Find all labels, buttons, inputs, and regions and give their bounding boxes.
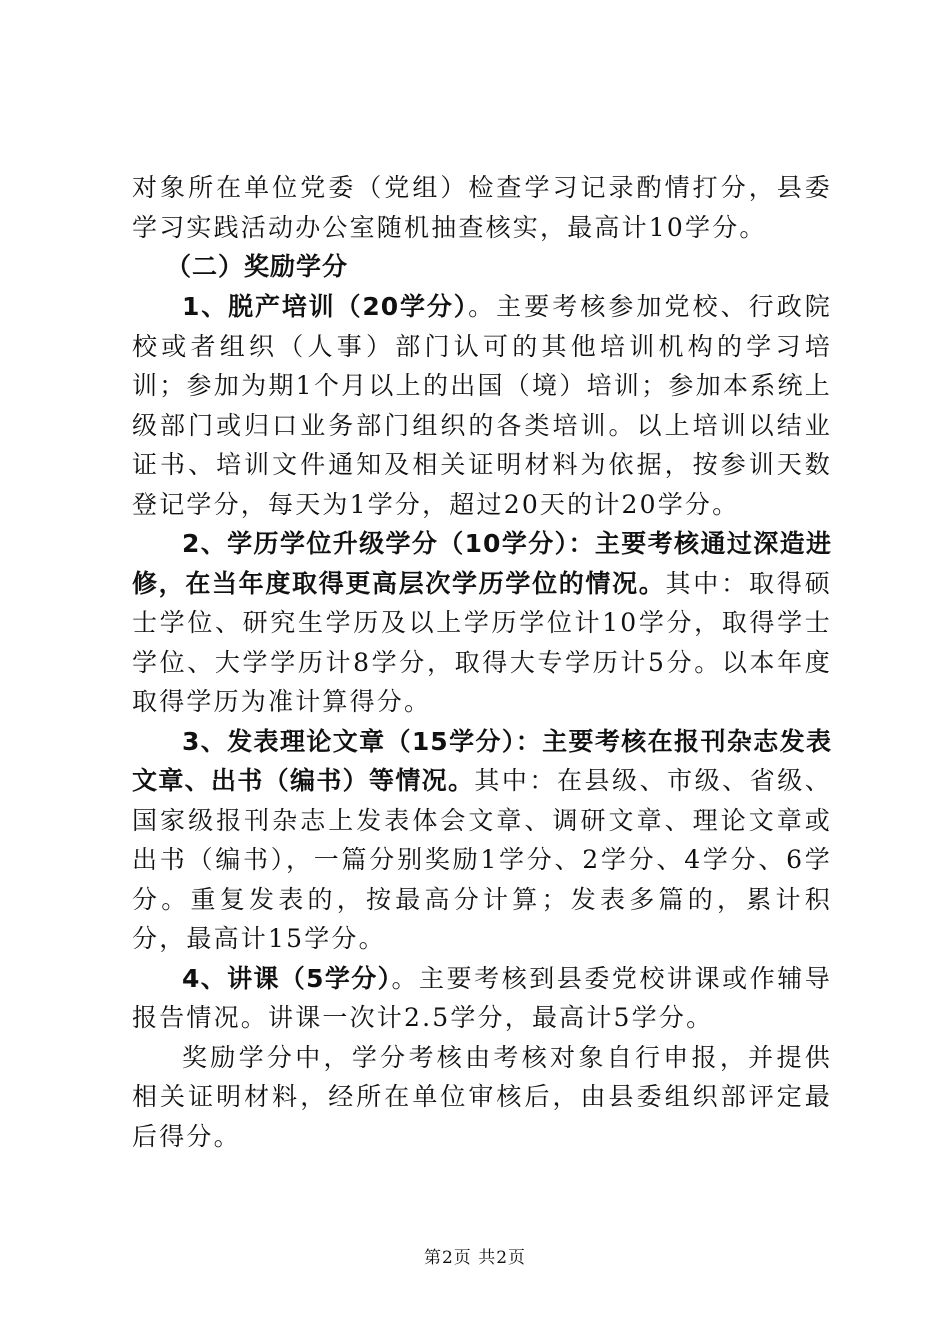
page-number-footer: 第2页 共2页 xyxy=(423,1248,527,1268)
paragraph-lecturing xyxy=(132,959,832,1038)
paragraph-reward-procedure: 奖励学分中，学分考核由考核对象自行申报，并提供相关证明材料，经所在单位审核后，由县委组织部评定最后得分。 xyxy=(132,1042,832,1151)
document-body xyxy=(132,168,832,1156)
item-title-articles: 3、发表理论文章（15学分）：主要考核在报刊杂志发表文章、出书（编书）等情况。 xyxy=(132,726,832,795)
item-body-articles: 其中：在县级、市级、省级、国家级报刊杂志上发表体会文章、调研文章、理论文章或出书（编书），一篇分别奖励1学分、2学分、4学分、6学分。重复发表的，按最高分计算；发表多篇的，累计积分，最高计15学分。 xyxy=(132,766,832,953)
item-title-degree: 2、学历学位升级学分（10学分）：主要考核通过深造进修，在当年度取得更高层次学历学位的情况。 xyxy=(132,529,832,598)
item-body-training: 。主要考核参加党校、行政院校或者组织（人事）部门认可的其他培训机构的学习培训；参加为期1个月以上的出国（境）培训；参加本系统上级部门或归口业务部门组织的各类培训。以上培训以结业证书、培训文件通知及相关证明材料为依据，按参训天数登记学分，每天为1学分，超过20天的计20学分。 xyxy=(132,292,832,519)
paragraph-off-duty-training xyxy=(132,287,832,524)
paragraph-degree-upgrade xyxy=(132,524,832,722)
item-body-degree: 其中：取得硕士学位、研究生学历及以上学历学位计10学分，取得学士学位、大学学历计8学分，取得大专学历计5分。以本年度取得学历为准计算得分。 xyxy=(132,568,832,716)
paragraph-assessment-note: 对象所在单位党委（党组）检查学习记录酌情打分，县委学习实践活动办公室随机抽查核实，最高计10学分。 xyxy=(132,173,832,242)
section-heading-reward-credits: （二）奖励学分 xyxy=(166,252,349,281)
paragraph-publish-articles xyxy=(132,722,832,959)
item-body-lecturing: 。主要考核到县委党校讲课或作辅导报告情况。讲课一次计2.5学分，最高计5学分。 xyxy=(132,963,832,1032)
item-title-training: 1、脱产培训（20学分） xyxy=(182,292,469,321)
item-title-lecturing: 4、讲课（5学分） xyxy=(182,963,392,993)
